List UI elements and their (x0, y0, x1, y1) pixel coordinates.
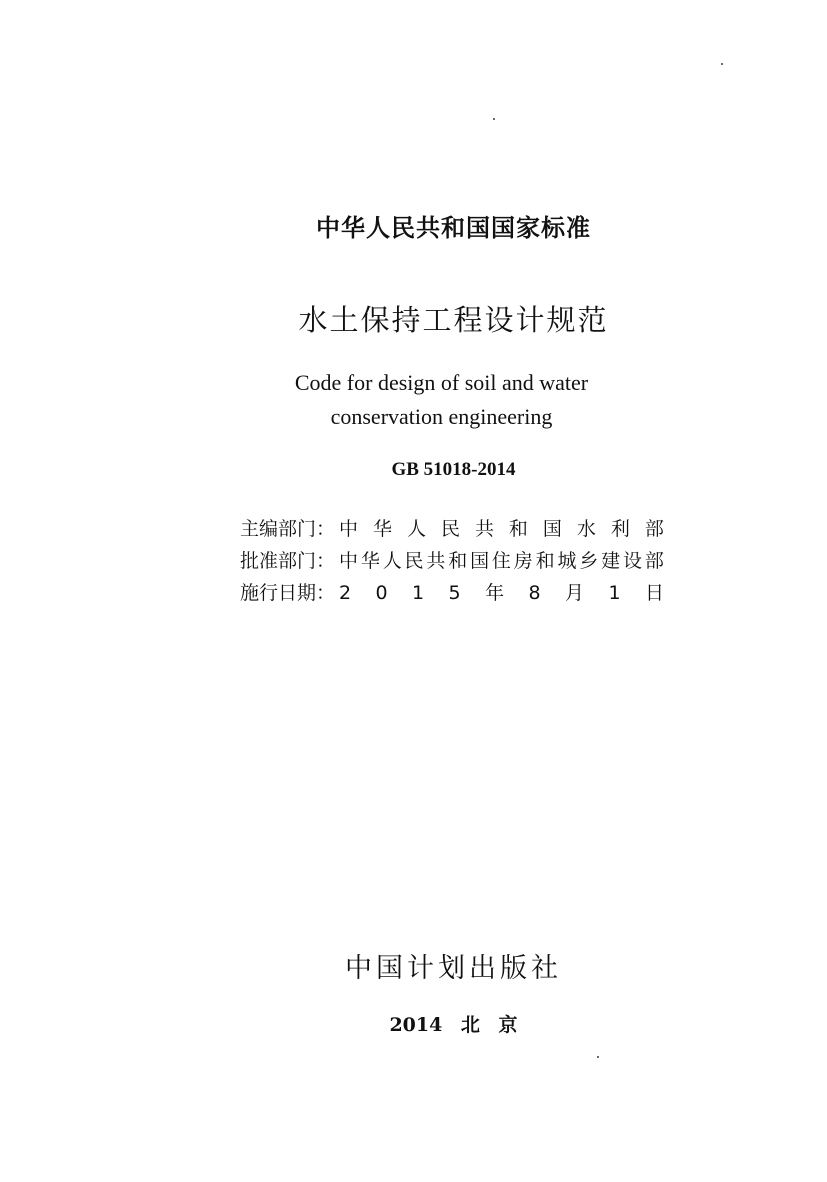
meta-label: 主编部门： (240, 518, 336, 540)
meta-value-char: 1 (608, 582, 621, 604)
meta-value-char: 中 (339, 550, 359, 572)
meta-row-editing-department (240, 514, 664, 544)
meta-value-char: 房 (513, 550, 533, 572)
meta-value-char: 2 (339, 582, 352, 604)
scan-speck (493, 118, 495, 120)
publication-year-place: 2014 北 京 (389, 1014, 518, 1036)
meta-value-char: 部 (644, 550, 664, 572)
standard-code: GB 51018-2014 (391, 459, 516, 480)
meta-value-char: 建 (601, 550, 621, 572)
scan-speck (597, 1056, 599, 1058)
standard-series: 中华人民共和国国家标准 (316, 214, 591, 242)
meta-value-char: 华 (360, 550, 380, 572)
meta-value (339, 546, 664, 576)
meta-value-char: 部 (644, 518, 664, 540)
meta-value-char: 民 (404, 550, 424, 572)
meta-value-char: 水 (576, 518, 596, 540)
document-title-cn: 水土保持工程设计规范 (298, 303, 609, 337)
meta-value-char: 人 (382, 550, 402, 572)
meta-label: 施行日期： (240, 582, 336, 604)
meta-row-approving-department (240, 546, 664, 576)
title-en-line-2: conservation engineering (330, 404, 553, 429)
meta-value-char: 民 (440, 518, 460, 540)
meta-value-char: 年 (485, 582, 505, 604)
meta-value-char: 日 (644, 582, 664, 604)
meta-value-char: 城 (557, 550, 577, 572)
meta-value-char: 0 (375, 582, 388, 604)
meta-row-effective-date (240, 578, 664, 608)
meta-value-char: 月 (565, 582, 585, 604)
meta-label: 批准部门： (240, 550, 336, 572)
meta-value-char: 5 (448, 582, 461, 604)
meta-value-char: 设 (622, 550, 642, 572)
publisher-name: 中国计划出版社 (345, 953, 562, 984)
meta-value-char: 和 (508, 518, 528, 540)
meta-value-char: 国 (470, 550, 490, 572)
meta-value-char: 乡 (579, 550, 599, 572)
meta-value-char: 8 (528, 582, 541, 604)
title-en-line-1: Code for design of soil and water (294, 370, 589, 395)
meta-value-char: 共 (474, 518, 494, 540)
meta-value-char: 利 (610, 518, 630, 540)
meta-value-char: 华 (372, 518, 392, 540)
meta-value (339, 578, 664, 608)
meta-value-char: 住 (491, 550, 511, 572)
meta-value-char: 共 (426, 550, 446, 572)
meta-value-char: 人 (406, 518, 426, 540)
meta-value (339, 514, 664, 544)
meta-value-char: 中 (339, 518, 359, 540)
scan-speck (721, 63, 723, 65)
meta-value-char: 1 (412, 582, 425, 604)
meta-value-char: 国 (542, 518, 562, 540)
document-title-en (28, 366, 827, 434)
meta-value-char: 和 (535, 550, 555, 572)
meta-value-char: 和 (448, 550, 468, 572)
